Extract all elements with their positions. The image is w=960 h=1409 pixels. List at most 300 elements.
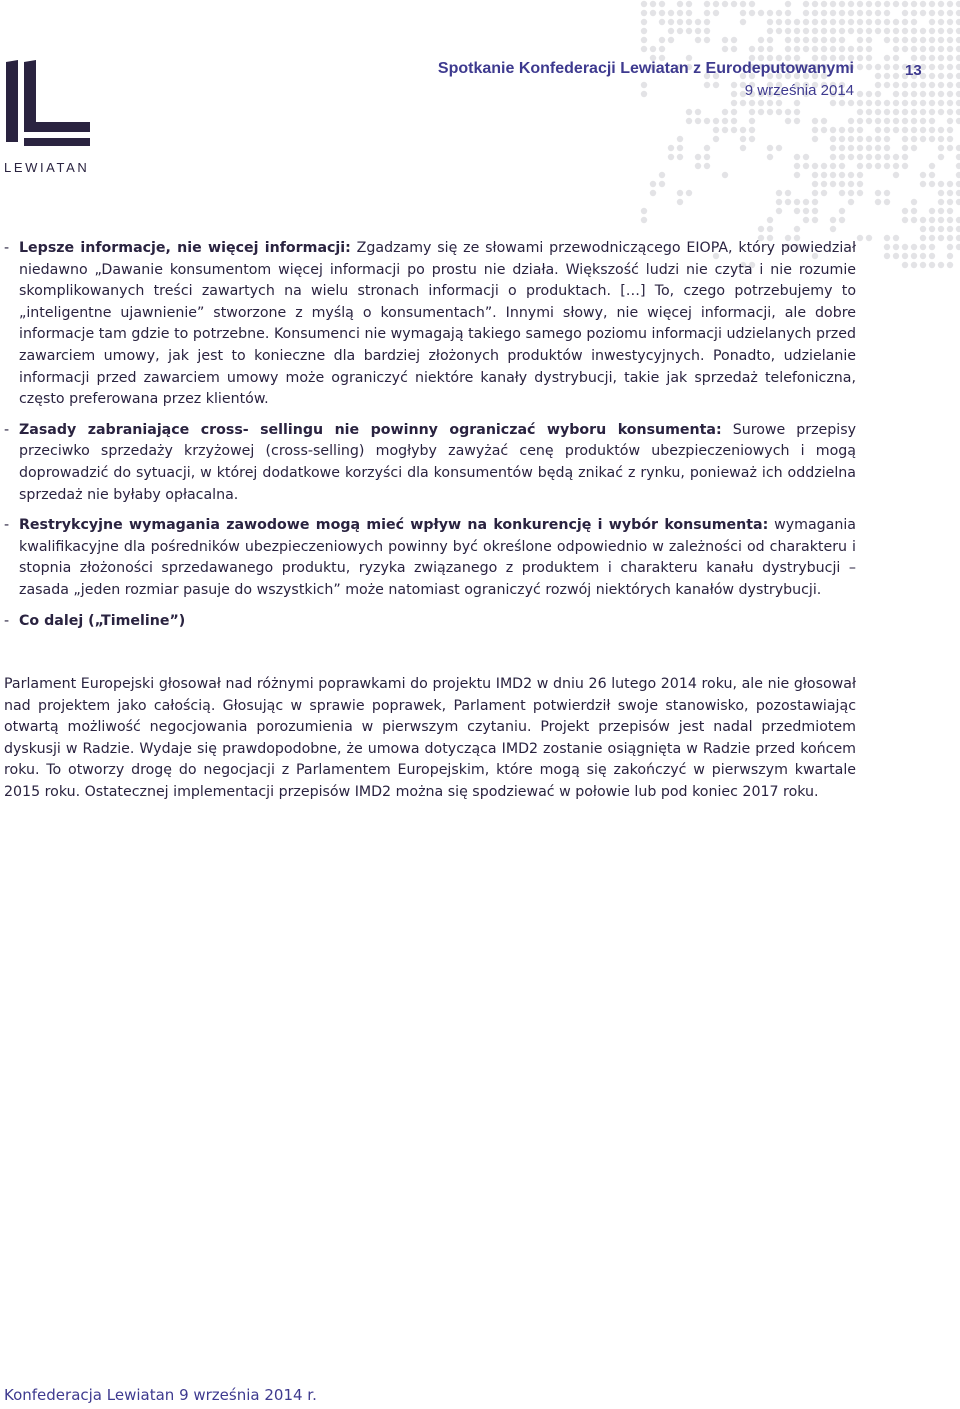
map-dot [803, 28, 809, 34]
map-dot [884, 154, 890, 160]
map-dot [812, 1, 818, 7]
map-dot [722, 118, 728, 124]
map-dot [731, 46, 737, 52]
map-dot [848, 136, 854, 142]
map-dot [740, 100, 746, 106]
map-dot [938, 10, 944, 16]
map-dot [902, 244, 908, 250]
map-dot [956, 91, 960, 97]
map-dot [902, 46, 908, 52]
map-dot [929, 10, 935, 16]
lewiatan-logo [4, 60, 94, 180]
map-dot [839, 217, 845, 223]
map-dot [650, 10, 656, 16]
map-dot [866, 55, 872, 61]
map-dot [893, 118, 899, 124]
map-dot [731, 127, 737, 133]
map-dot [893, 163, 899, 169]
map-dot [776, 28, 782, 34]
map-dot [947, 253, 953, 259]
map-dot [857, 145, 863, 151]
map-dot [857, 190, 863, 196]
map-dot [704, 10, 710, 16]
map-dot [929, 100, 935, 106]
map-dot [866, 1, 872, 7]
map-dot [857, 172, 863, 178]
map-dot [695, 118, 701, 124]
map-dot [839, 37, 845, 43]
map-dot [740, 19, 746, 25]
map-dot [776, 190, 782, 196]
map-dot [821, 118, 827, 124]
map-dot [938, 46, 944, 52]
map-dot [956, 46, 960, 52]
map-dot [947, 55, 953, 61]
map-dot [848, 100, 854, 106]
map-dot [659, 37, 665, 43]
map-dot [794, 28, 800, 34]
map-dot [875, 163, 881, 169]
map-dot [830, 181, 836, 187]
map-dot [929, 64, 935, 70]
map-dot [866, 163, 872, 169]
map-dot [857, 91, 863, 97]
map-dot [875, 118, 881, 124]
map-dot [866, 91, 872, 97]
map-dot [794, 109, 800, 115]
map-dot [866, 235, 872, 241]
map-dot [767, 154, 773, 160]
map-dot [650, 190, 656, 196]
map-dot [947, 73, 953, 79]
map-dot [839, 127, 845, 133]
map-dot [848, 28, 854, 34]
map-dot [893, 37, 899, 43]
map-dot [794, 163, 800, 169]
map-dot [839, 136, 845, 142]
map-dot [956, 145, 960, 151]
map-dot [857, 109, 863, 115]
bullet-text [19, 238, 856, 411]
map-dot [875, 28, 881, 34]
map-dot [821, 127, 827, 133]
bullet-dash: - [4, 421, 10, 438]
map-dot [704, 37, 710, 43]
map-dot [848, 46, 854, 52]
map-dot [848, 127, 854, 133]
map-dot [812, 37, 818, 43]
map-dot [920, 262, 926, 268]
map-dot [920, 100, 926, 106]
map-dot [830, 217, 836, 223]
map-dot [803, 217, 809, 223]
map-dot [956, 64, 960, 70]
map-dot [902, 253, 908, 259]
map-dot [929, 208, 935, 214]
map-dot [938, 127, 944, 133]
map-dot [677, 10, 683, 16]
map-dot [893, 154, 899, 160]
map-dot [956, 163, 960, 169]
map-dot [686, 109, 692, 115]
map-dot [803, 37, 809, 43]
map-dot [659, 19, 665, 25]
map-dot [839, 100, 845, 106]
map-dot [740, 127, 746, 133]
map-dot [866, 109, 872, 115]
map-dot [911, 10, 917, 16]
map-dot [938, 136, 944, 142]
map-dot [956, 73, 960, 79]
bullet-item [4, 238, 856, 411]
map-dot [911, 253, 917, 259]
map-dot [812, 19, 818, 25]
map-dot [866, 64, 872, 70]
map-dot [884, 64, 890, 70]
map-dot [785, 199, 791, 205]
map-dot [956, 244, 960, 250]
map-dot [929, 235, 935, 241]
map-dot [920, 109, 926, 115]
map-dot [884, 199, 890, 205]
map-dot [920, 217, 926, 223]
page-footer: Konfederacja Lewiatan 9 września 2014 r. [4, 1386, 317, 1404]
map-dot [938, 181, 944, 187]
bullet-lead: Lepsze informacje, nie więcej informacji: [19, 240, 351, 256]
bullet-dash: - [4, 517, 10, 534]
map-dot [938, 55, 944, 61]
map-dot [911, 55, 917, 61]
map-dot [803, 208, 809, 214]
map-dot [785, 37, 791, 43]
map-dot [947, 118, 953, 124]
map-dot [893, 172, 899, 178]
map-dot [938, 217, 944, 223]
map-dot [776, 199, 782, 205]
map-dot [722, 37, 728, 43]
map-dot [839, 172, 845, 178]
map-dot [929, 127, 935, 133]
map-dot [947, 127, 953, 133]
map-dot [794, 37, 800, 43]
map-dot [848, 172, 854, 178]
map-dot [956, 199, 960, 205]
map-dot [776, 19, 782, 25]
map-dot [857, 19, 863, 25]
map-dot [785, 19, 791, 25]
map-dot [929, 55, 935, 61]
map-dot [848, 10, 854, 16]
map-dot [812, 118, 818, 124]
map-dot [794, 172, 800, 178]
map-dot [956, 172, 960, 178]
map-dot [731, 91, 737, 97]
map-dot [686, 118, 692, 124]
map-dot [857, 163, 863, 169]
map-dot [785, 28, 791, 34]
map-dot [677, 190, 683, 196]
map-dot [920, 172, 926, 178]
map-dot [902, 28, 908, 34]
map-dot [821, 37, 827, 43]
map-dot [875, 73, 881, 79]
map-dot [902, 82, 908, 88]
map-dot [830, 127, 836, 133]
map-dot [884, 136, 890, 142]
map-dot [884, 190, 890, 196]
map-dot [695, 163, 701, 169]
map-dot [929, 73, 935, 79]
map-dot [677, 199, 683, 205]
map-dot [929, 1, 935, 7]
map-dot [749, 100, 755, 106]
map-dot [722, 46, 728, 52]
map-dot [947, 28, 953, 34]
map-dot [695, 19, 701, 25]
map-dot [794, 208, 800, 214]
map-dot [902, 262, 908, 268]
map-dot [830, 10, 836, 16]
map-dot [821, 10, 827, 16]
map-dot [776, 100, 782, 106]
map-dot [731, 1, 737, 7]
map-dot [731, 37, 737, 43]
map-dot [938, 226, 944, 232]
map-dot [938, 208, 944, 214]
map-dot [884, 28, 890, 34]
map-dot [893, 28, 899, 34]
map-dot [920, 235, 926, 241]
map-dot [776, 208, 782, 214]
map-dot [803, 199, 809, 205]
map-dot [713, 1, 719, 7]
map-dot [956, 82, 960, 88]
map-dot [821, 163, 827, 169]
map-dot [920, 10, 926, 16]
map-dot [839, 190, 845, 196]
map-dot [911, 208, 917, 214]
map-dot [929, 28, 935, 34]
map-dot [911, 262, 917, 268]
map-dot [767, 19, 773, 25]
map-dot [929, 82, 935, 88]
map-dot [749, 118, 755, 124]
map-dot [947, 262, 953, 268]
map-dot [929, 226, 935, 232]
map-dot [920, 118, 926, 124]
map-dot [920, 127, 926, 133]
map-dot [677, 28, 683, 34]
map-dot [812, 10, 818, 16]
map-dot [812, 199, 818, 205]
map-dot [794, 199, 800, 205]
map-dot [902, 217, 908, 223]
map-dot [938, 82, 944, 88]
map-dot [884, 235, 890, 241]
page-header-title: Spotkanie Konfederacji Lewiatan z Eurodeputowanymi [437, 60, 854, 77]
map-dot [713, 10, 719, 16]
map-dot [857, 1, 863, 7]
map-dot [911, 244, 917, 250]
map-dot [659, 181, 665, 187]
map-dot [803, 163, 809, 169]
map-dot [902, 136, 908, 142]
map-dot [893, 127, 899, 133]
map-dot [794, 154, 800, 160]
map-dot [884, 1, 890, 7]
map-dot [767, 10, 773, 16]
map-dot [893, 46, 899, 52]
map-dot [830, 136, 836, 142]
map-dot [938, 109, 944, 115]
map-dot [938, 1, 944, 7]
map-dot [866, 28, 872, 34]
map-dot [830, 226, 836, 232]
map-dot [947, 226, 953, 232]
map-dot [686, 10, 692, 16]
bullet-item [4, 515, 856, 601]
map-dot [902, 118, 908, 124]
map-dot [857, 64, 863, 70]
map-dot [929, 262, 935, 268]
map-dot [641, 1, 647, 7]
map-dot [956, 190, 960, 196]
map-dot [839, 154, 845, 160]
map-dot [812, 127, 818, 133]
map-dot [857, 10, 863, 16]
map-dot [803, 46, 809, 52]
map-dot [911, 109, 917, 115]
map-dot [893, 253, 899, 259]
map-dot [911, 46, 917, 52]
map-dot [902, 163, 908, 169]
map-dot [884, 55, 890, 61]
map-dot [902, 154, 908, 160]
map-dot [812, 172, 818, 178]
map-dot [830, 100, 836, 106]
map-dot [947, 46, 953, 52]
map-dot [776, 10, 782, 16]
map-dot [947, 82, 953, 88]
map-dot [956, 1, 960, 7]
map-dot [884, 109, 890, 115]
map-dot [821, 19, 827, 25]
map-dot [911, 145, 917, 151]
map-dot [668, 145, 674, 151]
map-dot [929, 136, 935, 142]
map-dot [641, 46, 647, 52]
map-dot [767, 100, 773, 106]
map-dot [947, 217, 953, 223]
map-dot [893, 91, 899, 97]
map-dot [956, 28, 960, 34]
map-dot [920, 136, 926, 142]
map-dot [785, 10, 791, 16]
map-dot [668, 19, 674, 25]
map-dot [821, 1, 827, 7]
map-dot [668, 28, 674, 34]
timeline-paragraph: Parlament Europejski głosował nad różnymi poprawkami do projektu IMD2 w dniu 26 lutego 2014 roku, ale nie głosował nad projektem jako całością. Głosując w sprawie poprawek, Parlament potwierdził swoje stanowisko, pozostawiając otwartą możliwość negocjowania porozumienia w pierwszym czytaniu. Projekt przepisów jest nadal przedmiotem dyskusji w Radzie. Wydaje się prawdopodobne, że umowa dotycząca IMD2 zostanie osiągnięta w Radzie przed końcem roku. To otworzy drogę do negocjacji z Parlamentem Europejskim, które mogą się zakończyć w pierwszym kwartale 2015 roku. Ostatecznej implementacji przepisów IMD2 można się spodziewać w połowie lub pod koniec 2017 roku. [4, 676, 856, 801]
map-dot [767, 109, 773, 115]
map-dot [704, 28, 710, 34]
page-number: 13 [905, 62, 922, 79]
map-dot [722, 109, 728, 115]
map-dot [893, 100, 899, 106]
map-dot [875, 154, 881, 160]
map-dot [866, 145, 872, 151]
map-dot [812, 208, 818, 214]
map-dot [686, 190, 692, 196]
map-dot [704, 163, 710, 169]
map-dot [731, 82, 737, 88]
map-dot [929, 37, 935, 43]
page-header-date: 9 września 2014 [744, 82, 854, 99]
bullet-body: Surowe przepisy przeciwko sprzedaży krzyżowej (cross-selling) mogłyby zawyżać cenę produktów ubezpieczeniowych i mogą doprowadzić do sytuacji, w której dodatkowe korzyści dla konsumentów będą znikać z rynku, ponieważ ich oddzielna sprzedaż nie byłaby opłacalna. [19, 421, 856, 503]
map-dot [839, 208, 845, 214]
map-dot [794, 118, 800, 124]
map-dot [884, 100, 890, 106]
map-dot [929, 253, 935, 259]
map-dot [731, 100, 737, 106]
map-dot [866, 10, 872, 16]
map-dot [929, 109, 935, 115]
map-dot [911, 118, 917, 124]
map-dot [848, 19, 854, 25]
map-dot [803, 19, 809, 25]
map-dot [641, 82, 647, 88]
map-dot [839, 19, 845, 25]
map-dot [893, 235, 899, 241]
map-dot [875, 64, 881, 70]
map-dot [956, 10, 960, 16]
map-dot [830, 46, 836, 52]
map-dot [857, 100, 863, 106]
map-dot [641, 91, 647, 97]
map-dot [704, 19, 710, 25]
map-dot [893, 55, 899, 61]
map-dot [911, 91, 917, 97]
logo-wordmark: LEWIATAN [4, 160, 90, 175]
map-dot [740, 1, 746, 7]
map-dot [704, 145, 710, 151]
map-dot [749, 127, 755, 133]
map-dot [677, 19, 683, 25]
map-dot [956, 217, 960, 223]
map-dot [875, 109, 881, 115]
map-dot [875, 190, 881, 196]
map-dot [866, 37, 872, 43]
map-dot [893, 109, 899, 115]
map-dot [920, 28, 926, 34]
map-dot [659, 172, 665, 178]
map-dot [947, 91, 953, 97]
map-dot [947, 199, 953, 205]
map-dot [929, 19, 935, 25]
map-dot [911, 1, 917, 7]
map-dot [893, 1, 899, 7]
map-dot [857, 127, 863, 133]
timeline-heading-item [4, 611, 856, 633]
map-dot [812, 46, 818, 52]
map-dot [920, 37, 926, 43]
map-dot [812, 190, 818, 196]
map-dot [767, 37, 773, 43]
map-dot [947, 109, 953, 115]
map-dot [947, 1, 953, 7]
map-dot [902, 1, 908, 7]
map-dot [776, 109, 782, 115]
map-dot [902, 109, 908, 115]
